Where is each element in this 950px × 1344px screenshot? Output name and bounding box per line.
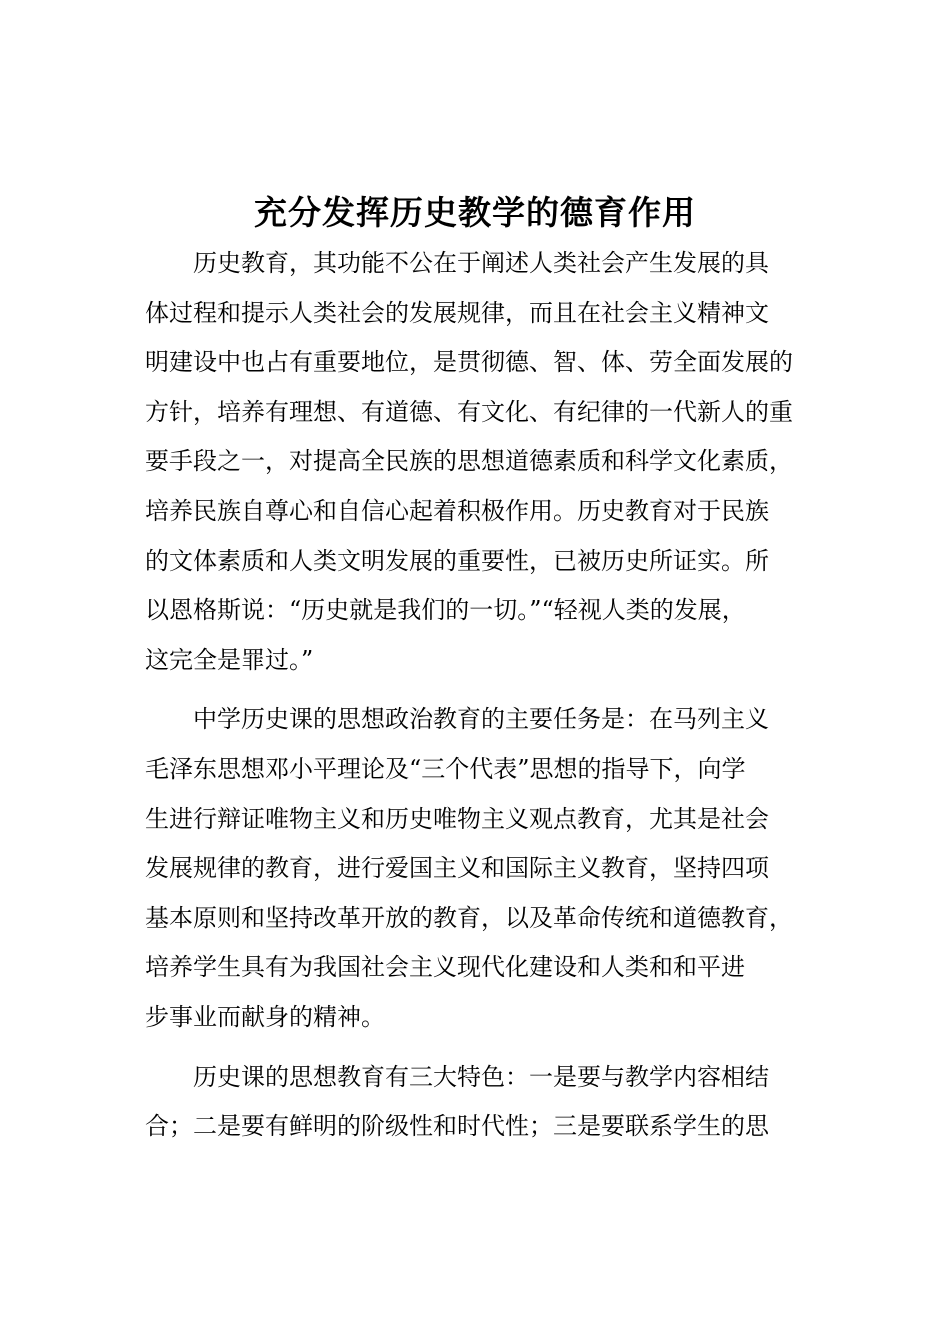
paragraph-3: 历史课的思想教育有三大特色：一是要与教学内容相结 合；二是要有鲜明的阶级性和时代性；三是要联系学生的思 [145, 1062, 769, 1141]
document-body [145, 239, 807, 1162]
paragraph-1: 历史教育，其功能不公在于阐述人类社会产生发展的具 体过程和提示人类社会的发展规律，而且在社会主义精神文 明建设中也占有重要地位，是贯彻德、智、体、劳全面发展的 方针，培养有理想、有道德、有文化、有纪律的一代新人的重 要手段之一，对提高全民族的思想道德素质和科学文化素质， 培养民族自尊心和自信心起着积极作用。历史教育对于民族 的文体素质和人类文明发展的重要性，已被历史所证实。所 以恩格斯说：“历史就是我们的一切。”“轻视人类的发展， 这完全是罪过。” [145, 249, 793, 674]
paragraph-2: 中学历史课的思想政治教育的主要任务是：在马列主义 毛泽东思想邓小平理论及“三个代表”思想的指导下，向学 生进行辩证唯物主义和历史唯物主义观点教育，尤其是社会 发展规律的教育，进行爱国主义和国际主义教育，坚持四项 基本原则和坚持改革开放的教育，以及革命传统和道德教育， 培养学生具有为我国社会主义现代化建设和人类和和平进 步事业而献身的精神。 [145, 705, 793, 1031]
document-title: 充分发挥历史教学的德育作用 [254, 193, 696, 232]
